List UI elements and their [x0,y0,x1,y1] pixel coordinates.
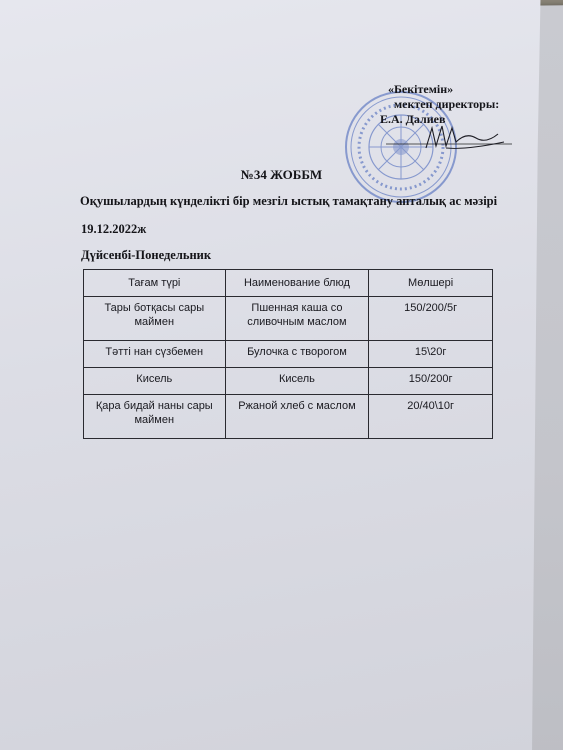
cell-portion: 150/200г [369,368,493,395]
cell-dish-ru: Ржаной хлеб с маслом [225,395,369,439]
table-row [84,368,493,395]
approval-line-name: Е.А. Далиев [380,112,446,126]
cell-dish-ru: Кисель [225,368,369,395]
cell-dish-kz: Кисель [84,368,226,395]
director-signature-icon [386,122,516,152]
cell-dish-ru: Булочка с творогом [225,341,369,368]
header-portion: Мөлшері [369,270,493,297]
cell-dish-kz: Тәтті нан сүзбемен [84,341,226,368]
table-row [84,297,493,341]
day-label: Дүйсенбі-Понедельник [81,248,212,262]
table-row [84,341,493,368]
cell-dish-kz: Тары ботқасы сары маймен [84,297,226,341]
approval-line-approve: «Бекітемін» [388,82,454,96]
cell-dish-ru: Пшенная каша со сливочным маслом [225,297,369,341]
approval-line-position: мектеп директоры: [394,97,500,111]
cell-portion: 150/200/5г [369,297,493,341]
menu-table [83,269,493,439]
table-header-row [84,270,493,297]
table-row [84,395,493,439]
header-dish-type-kz: Тағам түрі [84,270,226,297]
header-dish-name-ru: Наименование блюд [225,270,369,297]
school-name: №34 ЖОББМ [240,167,323,182]
cell-portion: 20/40\10г [369,395,493,439]
approval-block [380,82,499,127]
menu-date: 19.12.2022ж [81,222,147,236]
menu-title: Оқушылардың күнделікті бір мезгіл ыстық тамақтану апталық ас мәзірі [80,194,498,208]
cell-dish-kz: Қара бидай наны сары маймен [84,395,226,439]
cell-portion: 15\20г [369,341,493,368]
